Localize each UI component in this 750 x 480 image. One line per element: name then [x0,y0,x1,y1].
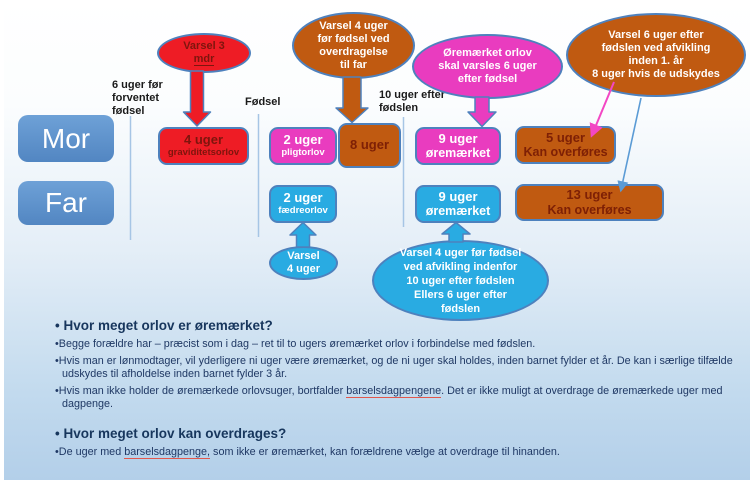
bullet4-pre: •De uger med [55,446,125,458]
notes-section [55,318,743,463]
varsel3-line1: Varsel 3 [183,40,225,52]
bullet3-post: . Det er ikke muligt at overdrage de øremærkede uger med dagpenge. [62,385,723,410]
box-faedreorlov [269,185,337,223]
box-5-uger-kan-overfores [515,126,616,164]
notes-bullet-bortfalder [55,385,743,411]
bullet3-underlined: barselsdagpengene [346,385,442,397]
box-faedreorlov-title: 2 uger [283,190,323,206]
notes-bullet-overdrage [55,446,743,459]
bullet4-underlined: barselsdagpenge, [124,446,211,458]
callout-overdragelse-til-far: Varsel 4 uger før fødsel ved overdragelse til far [292,12,415,79]
box-pligtorlov [269,127,337,165]
varsel3-line2: mdr [193,53,215,65]
notes-bullet-begge-foraeldre: •Begge forældre har – præcist som i dag – ret til to ugers øremærket orlov i forbindelse med fødslen. [55,338,536,350]
box-9-uger-far-title: 9 uger [438,188,478,204]
bullet3-pre: •Hvis man ikke holder de øremærkede orlovsuger, bortfalder [55,385,347,397]
arrow-down-pink-icon [468,97,496,127]
box-9-uger-oremaerket-far [415,185,501,223]
box-9-uger-mor-title: 9 uger [438,130,478,146]
box-graviditetsorlov-title: 4 uger [183,132,223,148]
arrow-to-13-uger-icon [621,98,641,190]
box-pligtorlov-title: 2 uger [283,132,323,148]
callout-varsel-3-mdr-text [183,40,225,66]
box-graviditetsorlov-subtitle: graviditetsorlov [167,146,240,158]
box-8-uger [338,123,401,168]
box-13-uger-subtitle: Kan overføres [547,202,632,217]
box-faedreorlov-subtitle: fædreorlov [278,204,328,216]
marker-fodsel: Fødsel [245,96,281,108]
arrow-down-red-icon [184,71,211,126]
callout-varsel-6-uger-efter: Varsel 6 uger efter fødslen ved afvikling inden 1. år 8 uger hvis de udskydes [566,13,746,97]
box-pligtorlov-subtitle: pligtorlov [281,146,325,158]
box-9-uger-far-subtitle: øremærket [425,204,491,219]
callout-oremaerket-varsles: Øremærket orlov skal varsles 6 uger efter fødsel [412,34,563,99]
marker-6-uger-for: 6 uger før forventet fødsel [112,79,163,117]
callout-afvikling-indenfor: Varsel 4 uger før fødsel ved afvikling indenfor 10 uger efter fødslen Ellers 6 uger efter fødslen [372,240,549,321]
box-8-uger-title: 8 uger [349,137,389,153]
marker-10-uger-efter: 10 uger efter fødslen [379,89,446,114]
box-13-uger-kan-overfores [515,184,664,221]
bullet4-post: som ikke er øremærket, kan forældrene vælge at overdrage til hinanden. [210,446,560,458]
box-graviditetsorlov [158,127,249,165]
notes-heading-overdrages: • Hvor meget orlov kan overdrages? [55,426,287,441]
left-edge-strip [0,0,4,480]
lane-label-mor: Mor [18,115,114,162]
arrow-up-blue-small-icon [290,223,316,248]
box-5-uger-title: 5 uger [545,129,585,145]
callout-varsel-3-mdr [157,33,251,73]
box-9-uger-oremaerket-mor [415,127,501,165]
box-5-uger-subtitle: Kan overføres [523,145,608,160]
box-13-uger-title: 13 uger [566,187,613,203]
callout-varsel-4-uger: Varsel 4 uger [269,246,338,280]
notes-bullet-lonmodtager: •Hvis man er lønmodtager, vil yderligere ni uger være øremærket, og de ni uger skal holdes, inden barnet fylder et år. De kan i særlige tilfælde udskydes til afholdelse inden barnet fylder 3 år. [55,355,733,380]
box-9-uger-mor-subtitle: øremærket [425,146,491,161]
lane-label-far: Far [18,181,114,225]
notes-heading-oremaerket: • Hvor meget orlov er øremærket? [55,318,273,333]
arrow-down-brown-icon [336,77,368,123]
